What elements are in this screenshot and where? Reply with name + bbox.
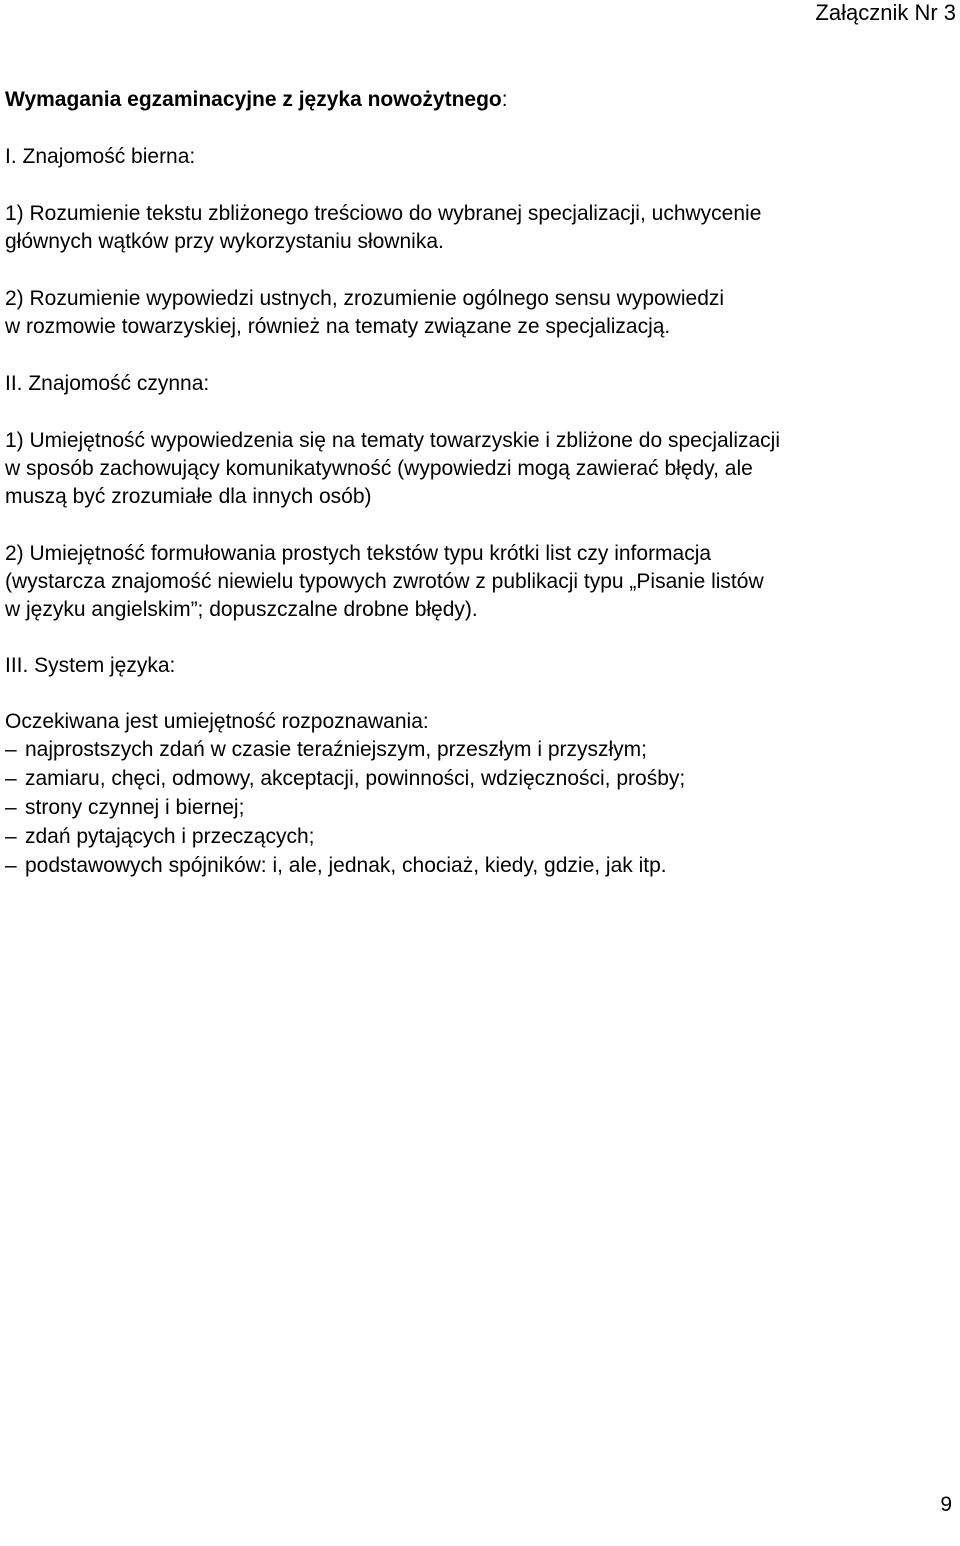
page-number: 9 <box>940 1493 952 1516</box>
list-item-text: podstawowych spójników: i, ale, jednak, chociaż, kiedy, gdzie, jak itp. <box>25 854 667 877</box>
section-1-title: I. Znajomość bierna: <box>5 145 196 168</box>
section-3-title: III. System języka: <box>5 654 176 677</box>
annex-label: Załącznik Nr 3 <box>815 0 956 25</box>
list-item <box>5 736 955 765</box>
dash-bullet: – <box>5 854 17 877</box>
section-2-item-1: 1) Umiejętność wypowiedzenia się na tematy towarzyskie i zbliżone do specjalizacji w sposób zachowujący komunikatywność (wypowiedzi mogą zawierać błędy, ale muszą być zrozumiałe dla innych osób) <box>5 429 781 508</box>
section-2-item-2: 2) Umiejętność formułowania prostych tekstów typu krótki list czy informacja (wystarcza znajomość niewielu typowych zwrotów z publikacji typu „Pisanie listów w języku angielskim”; dopuszczalne drobne błędy). <box>5 542 764 621</box>
section-1-item-1: 1) Rozumienie tekstu zbliżonego treściowo do wybranej specjalizacji, uchwycenie głównych wątków przy wykorzystaniu słownika. <box>5 202 762 253</box>
dash-bullet: – <box>5 767 17 790</box>
list-item <box>5 823 955 852</box>
document-body <box>5 86 955 881</box>
document-title <box>5 86 955 114</box>
document-title-colon: : <box>501 88 508 111</box>
list-item-text: najprostszych zdań w czasie teraźniejszym, przeszłym i przyszłym; <box>25 738 648 761</box>
dash-bullet: – <box>5 796 17 819</box>
section-1-item-2: 2) Rozumienie wypowiedzi ustnych, zrozumienie ogólnego sensu wypowiedzi w rozmowie towarzyskiej, również na tematy związane ze specjalizacją. <box>5 287 725 338</box>
list-item <box>5 794 955 823</box>
list-item <box>5 852 955 881</box>
list-item-text: strony czynnej i biernej; <box>25 796 245 819</box>
list-item-text: zdań pytających i przeczących; <box>25 825 315 848</box>
dash-bullet: – <box>5 825 17 848</box>
section-3-list <box>5 736 955 881</box>
list-item <box>5 765 955 794</box>
document-title-text: Wymagania egzaminacyjne z języka nowożytnego <box>5 88 502 111</box>
list-item-text: zamiaru, chęci, odmowy, akceptacji, powinności, wdzięczności, prośby; <box>25 767 686 790</box>
section-2-title: II. Znajomość czynna: <box>5 372 210 395</box>
dash-bullet: – <box>5 738 17 761</box>
section-3-intro: Oczekiwana jest umiejętność rozpoznawania: <box>5 710 429 733</box>
